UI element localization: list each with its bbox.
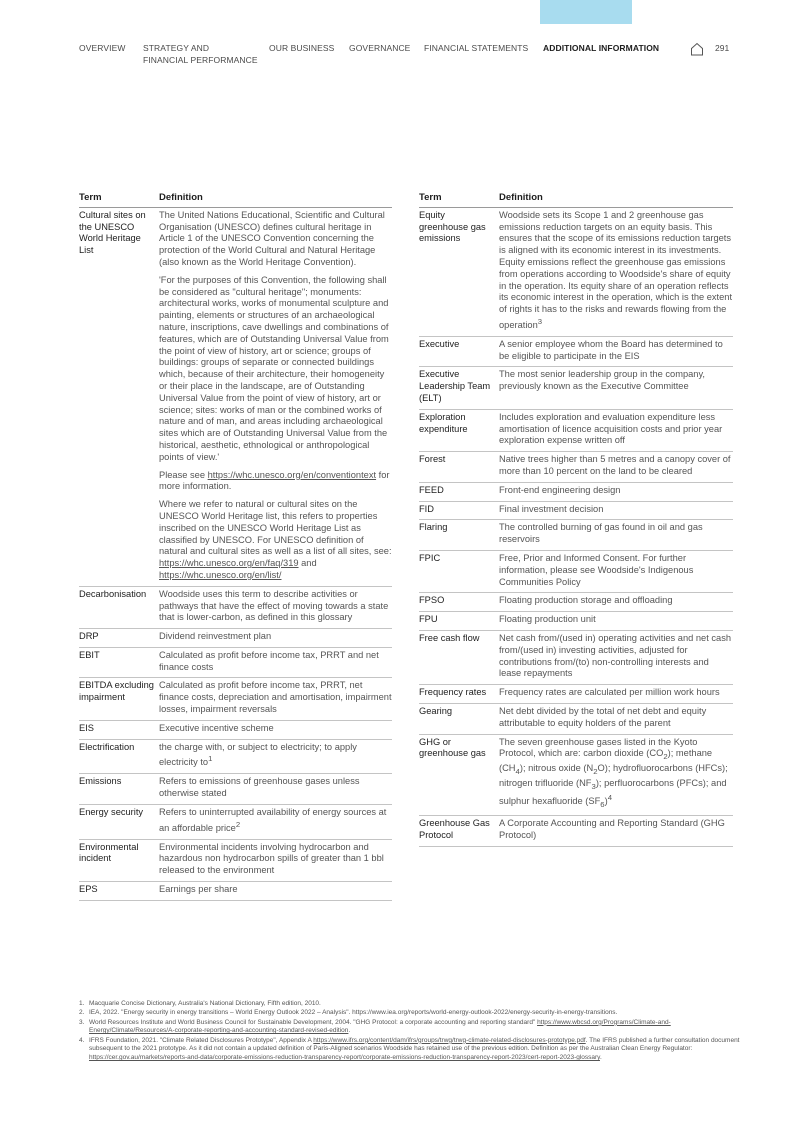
- definition-cell: Net debt divided by the total of net debt and equity attributable to equity holders of the parent: [499, 703, 733, 734]
- term-cell: Decarbonisation: [79, 586, 159, 628]
- subscript: 3: [591, 781, 596, 791]
- definition-cell: [159, 207, 392, 586]
- table-row: [419, 452, 733, 483]
- definition-text: Woodside sets its Scope 1 and 2 greenhouse gas emissions reduction targets on an equity basis. This ensures that the scope of its emissions reduction targets is aligned with its economic interest in its investments. Equity emissions reflect the greenhouse gas emissions from operations according to Woodside's share of equity in the operation. Its equity share of an operation reflects its economic interest in the operation, which is the extent of rights it has to the risks and rewards flowing from the operation: [499, 209, 733, 331]
- term-cell: Equity greenhouse gas emissions: [419, 207, 499, 336]
- term-header: Term: [79, 190, 159, 207]
- definition-cell: Executive incentive scheme: [159, 720, 392, 739]
- top-navigation: [0, 43, 793, 73]
- term-cell: DRP: [79, 629, 159, 648]
- term-cell: Gearing: [419, 703, 499, 734]
- definition-text: the charge with, or subject to electricity; to apply electricity to: [159, 741, 357, 768]
- wbcsd-link[interactable]: https://www.wbcsd.org/Programs/Climate-and-Energy/Climate/Resources/A-corporate-reporting-and-accounting-standard-revised-edition: [89, 1018, 671, 1035]
- text: for more information.: [159, 469, 390, 492]
- definition-cell: The most senior leadership group in the company, previously known as the Executive Committee: [499, 367, 733, 409]
- table-header-row: [419, 190, 733, 207]
- text: The seven greenhouse gases listed in the Kyoto Protocol, which are: carbon dioxide (CO: [499, 736, 698, 759]
- definition-cell: Earnings per share: [159, 882, 392, 901]
- table-row: [419, 631, 733, 685]
- term-cell: FPU: [419, 612, 499, 631]
- footnote-number: 3.: [79, 1018, 85, 1026]
- definition-cell: Woodside uses this term to describe activities or pathways that have the effect of moving towards a state that is lower-carbon, as defined in this glossary: [159, 586, 392, 628]
- table-row: [79, 647, 392, 678]
- table-row: [79, 804, 392, 839]
- table-header-row: [79, 190, 392, 207]
- subscript: 2: [663, 752, 668, 762]
- definition-header: Definition: [499, 190, 733, 207]
- term-cell: FEED: [419, 482, 499, 501]
- term-cell: Emissions: [79, 774, 159, 805]
- term-cell: Executive Leadership Team (ELT): [419, 367, 499, 409]
- term-cell: Energy security: [79, 804, 159, 839]
- cer-link[interactable]: https://cer.gov.au/markets/reports-and-data/corporate-emissions-reduction-transparency-report/corporate-emissions-reduction-transparency-report-2023/cert-report-2023-glossary: [89, 1053, 600, 1061]
- footnote: [79, 1037, 745, 1063]
- definition-cell: Dividend reinvestment plan: [159, 629, 392, 648]
- term-cell: Frequency rates: [419, 685, 499, 704]
- table-row: [419, 501, 733, 520]
- text: and: [298, 558, 317, 569]
- footnote: [79, 1019, 745, 1036]
- term-cell: Forest: [419, 452, 499, 483]
- glossary-table-left: [79, 190, 392, 901]
- nav-strategy-line2: FINANCIAL PERFORMANCE: [143, 54, 258, 65]
- nav-strategy[interactable]: [143, 43, 258, 66]
- definition-cell: Floating production storage and offloading: [499, 593, 733, 612]
- definition-cell: Free, Prior and Informed Consent. For further information, please see Woodside's Indigenous Communities Policy: [499, 551, 733, 593]
- text: ); methane (CH: [499, 748, 713, 774]
- table-row: [419, 734, 733, 816]
- home-icon[interactable]: [690, 42, 704, 56]
- footnote-text: [89, 1019, 745, 1036]
- nav-our-business[interactable]: OUR BUSINESS: [269, 43, 335, 53]
- nav-financial-statements[interactable]: FINANCIAL STATEMENTS: [424, 43, 529, 53]
- term-cell: Flaring: [419, 520, 499, 551]
- glossary-table-right: [419, 190, 733, 847]
- term-cell: FPIC: [419, 551, 499, 593]
- table-row: [79, 629, 392, 648]
- text: ); nitrous oxide (N: [519, 763, 594, 774]
- footnote-text: IEA, 2022. "Energy security in energy transitions – World Energy Outlook 2022 – Analysis". https://www.iea.org/reports/world-energy-outlook-2022/energy-security-in-energy-transitions.: [89, 1009, 618, 1017]
- definition-cell: [159, 804, 392, 839]
- definition-cell: [159, 739, 392, 774]
- page-number: 291: [715, 43, 730, 53]
- table-row: [419, 593, 733, 612]
- footnote-text: Macquarie Concise Dictionary, Australia's National Dictionary, Fifth edition, 2010.: [89, 1000, 321, 1007]
- table-row: [79, 839, 392, 881]
- text: Where we refer to natural or cultural sites on the UNESCO World Heritage list, this refers to properties inscribed on the UNESCO World Heritage List as classified by UNESCO. For UNESCO definition of natural and cultural sites as well as a list of all sites, see:: [159, 499, 392, 557]
- footnote-number: 1.: [79, 1000, 85, 1007]
- definition-cell: Calculated as profit before income tax, PRRT and net finance costs: [159, 647, 392, 678]
- definition-cell: Calculated as profit before income tax, PRRT, net finance costs, depreciation and amortisation, impairment losses, impairment reversals: [159, 678, 392, 720]
- footnote-text: [89, 1037, 745, 1063]
- term-cell: GHG or greenhouse gas: [419, 734, 499, 816]
- definition-paragraph: 'For the purposes of this Convention, the following shall be considered as "cultural heritage"; monuments: architectural works, works of monumental sculpture and painting, elements or structures of an archaeological nature, inscriptions, cave dwellings and combinations of features, which are of Outstanding Universal Value from the point of view of history, art or science; groups of buildings: groups of separate or connected buildings which, because of their architecture, their homogeneity or their place in the landscape, are of Outstanding Universal Value from the point of view of history, art or science; sites: works of man or the combined works of nature and of man, and areas including archaeological sites which are of Outstanding Universal Value from the historical, aesthetic, ethnological or anthropological points of view.': [159, 274, 389, 462]
- text: .: [599, 1053, 602, 1061]
- table-row: [419, 367, 733, 409]
- definition-cell: Final investment decision: [499, 501, 733, 520]
- nav-governance[interactable]: GOVERNANCE: [349, 43, 411, 53]
- table-row: [419, 685, 733, 704]
- footnote: [79, 1009, 745, 1018]
- unesco-faq-link[interactable]: https://whc.unesco.org/en/faq/319: [159, 558, 299, 569]
- text: Please see: [159, 469, 208, 480]
- definition-cell: Environmental incidents involving hydrocarbon and hazardous non hydrocarbon spills of greater than 1 bbl released to the environment: [159, 839, 392, 881]
- definition-paragraph: [159, 470, 392, 494]
- term-cell: Cultural sites on the UNESCO World Heritage List: [79, 207, 159, 586]
- table-row: [419, 551, 733, 593]
- table-row: [79, 586, 392, 628]
- term-cell: EBITDA excluding impairment: [79, 678, 159, 720]
- footnote-number: 2.: [79, 1009, 85, 1017]
- definition-cell: The controlled burning of gas found in oil and gas reservoirs: [499, 520, 733, 551]
- nav-overview[interactable]: OVERVIEW: [79, 43, 126, 53]
- term-cell: Electrification: [79, 739, 159, 774]
- table-row: [419, 816, 733, 847]
- footnotes: [79, 1000, 745, 1063]
- table-row: [79, 774, 392, 805]
- text: . The IFRS published a further consultation document subsequent to the 2021 prototype. As it did not contain a updated definition of Paris-Aligned scenarios Woodside has retained use of the previous edition. Definition as per the Australian Clean Energy Regulator:: [89, 1036, 740, 1053]
- text: ): [604, 796, 608, 807]
- footnote-ref: 1: [208, 754, 213, 764]
- text: World Resources Institute and World Business Council for Sustainable Development, 2004. "GHG Protocol: a corporate accounting and reporting standard": [89, 1018, 538, 1026]
- table-row: [79, 739, 392, 774]
- term-header: Term: [419, 190, 499, 207]
- term-cell: Greenhouse Gas Protocol: [419, 816, 499, 847]
- definition-cell: Includes exploration and evaluation expenditure less amortisation of licence acquisition costs and prior year exploration expense written off: [499, 409, 733, 451]
- unesco-convention-link[interactable]: https://whc.unesco.org/en/conventiontext: [207, 469, 377, 480]
- text: .: [348, 1027, 351, 1035]
- table-row: [79, 720, 392, 739]
- footnote-ref: 3: [537, 316, 543, 326]
- definition-cell: Frequency rates are calculated per million work hours: [499, 685, 733, 704]
- footnote-ref: 2: [235, 819, 241, 829]
- ifrs-link[interactable]: https://www.ifrs.org/content/dam/ifrs/groups/trwg/trwg-climate-related-disclosures-prototype.pdf: [313, 1036, 586, 1044]
- definition-cell: Floating production unit: [499, 612, 733, 631]
- term-cell: Environmental incident: [79, 839, 159, 881]
- section-tab-marker: [540, 0, 632, 24]
- table-row: [79, 207, 392, 586]
- nav-strategy-line1: STRATEGY AND: [143, 43, 210, 53]
- definition-cell: [499, 207, 733, 336]
- nav-additional-information[interactable]: ADDITIONAL INFORMATION: [543, 43, 660, 53]
- text: O); hydrofluorocarbons (HFCs); nitrogen trifluoride (NF: [499, 763, 728, 788]
- footnote: [79, 1000, 745, 1009]
- definition-cell: Front-end engineering design: [499, 482, 733, 501]
- table-row: [419, 482, 733, 501]
- table-row: [419, 703, 733, 734]
- text: ); perfluorocarbons (PFCs); and sulphur hexafluoride (SF: [499, 777, 727, 807]
- definition-cell: Refers to emissions of greenhouse gases unless otherwise stated: [159, 774, 392, 805]
- definition-cell: [499, 734, 733, 816]
- term-cell: Free cash flow: [419, 631, 499, 685]
- term-cell: Executive: [419, 336, 499, 367]
- definition-cell: A senior employee whom the Board has determined to be eligible to participate in the EIS: [499, 336, 733, 367]
- footnote-ref: 4: [607, 793, 613, 803]
- definition-paragraph: The United Nations Educational, Scientific and Cultural Organisation (UNESCO) defines cultural heritage in Article 1 of the UNESCO Convention concerning the protection of the World Cultural and Natural Heritage (also known as the World Heritage Convention).: [159, 209, 385, 267]
- term-cell: Exploration expenditure: [419, 409, 499, 451]
- subscript: 4: [515, 766, 520, 776]
- table-row: [419, 612, 733, 631]
- term-cell: FID: [419, 501, 499, 520]
- text: IFRS Foundation, 2021. "Climate Related Disclosures Prototype", Appendix A: [89, 1036, 314, 1044]
- table-row: [79, 882, 392, 901]
- definition-header: Definition: [159, 190, 392, 207]
- table-row: [419, 520, 733, 551]
- subscript: 6: [600, 800, 605, 810]
- table-row: [419, 207, 733, 336]
- table-row: [419, 409, 733, 451]
- footnote-number: 4.: [79, 1036, 85, 1044]
- definition-cell: A Corporate Accounting and Reporting Standard (GHG Protocol): [499, 816, 733, 847]
- term-cell: EPS: [79, 882, 159, 901]
- table-row: [419, 336, 733, 367]
- definition-cell: Native trees higher than 5 metres and a canopy cover of more than 10 percent on the land to be cleared: [499, 452, 733, 483]
- term-cell: FPSO: [419, 593, 499, 612]
- table-row: [79, 678, 392, 720]
- term-cell: EBIT: [79, 647, 159, 678]
- term-cell: EIS: [79, 720, 159, 739]
- definition-text: Refers to uninterrupted availability of energy sources at an affordable price: [159, 806, 387, 833]
- unesco-list-link[interactable]: https://whc.unesco.org/en/list/: [159, 569, 282, 580]
- definition-paragraph: [159, 499, 392, 582]
- definition-cell: Net cash from/(used in) operating activities and net cash from/(used in) investing activities, adjusted for contributions from/(to) non-controlling interests and lease repayments: [499, 631, 733, 685]
- subscript: 2: [593, 766, 598, 776]
